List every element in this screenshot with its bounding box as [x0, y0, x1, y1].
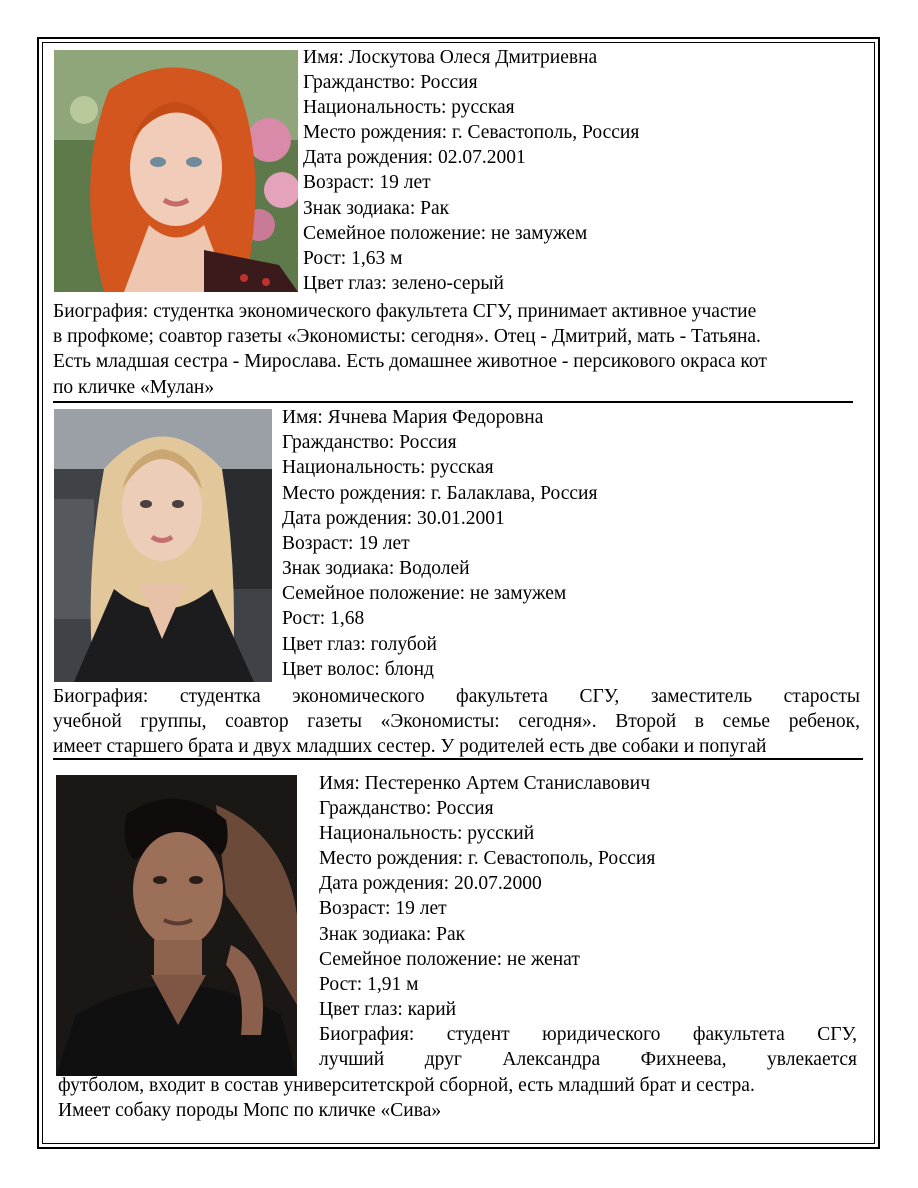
profile-2-bio-line: Биография: студентка экономического факультета СГУ, заместитель старосты	[53, 686, 860, 707]
profile-1-height: Рост: 1,63 м	[303, 248, 403, 269]
profile-3-bio-line: Имеет собаку породы Мопс по кличке «Сива»	[58, 1100, 442, 1122]
profile-2-birthdate: Дата рождения: 30.01.2001	[282, 508, 505, 529]
profile-1-bio-line: по кличке «Мулан»	[53, 376, 215, 398]
profile-3-eyes: Цвет глаз: карий	[319, 999, 457, 1020]
profile-2-marital: Семейное положение: не замужем	[282, 583, 567, 604]
profile-1-name: Имя: Лоскутова Олеся Дмитриевна	[303, 47, 598, 68]
profile-2-age: Возраст: 19 лет	[282, 533, 410, 554]
profile-3-height: Рост: 1,91 м	[319, 974, 419, 995]
profile-1-bio-line: в профкоме; соавтор газеты «Экономисты: сегодня». Отец - Дмитрий, мать - Татьяна.	[53, 326, 761, 348]
profile-3-citizenship: Гражданство: Россия	[319, 798, 494, 819]
profile-1-birthdate: Дата рождения: 02.07.2001	[303, 147, 526, 168]
profile-3-birthplace: Место рождения: г. Севастополь, Россия	[319, 848, 656, 869]
profile-2-height: Рост: 1,68	[282, 608, 365, 629]
profile-1-age: Возраст: 19 лет	[303, 172, 431, 193]
profile-3-name: Имя: Пестеренко Артем Станиславович	[319, 773, 651, 794]
profile-1-marital: Семейное положение: не замужем	[303, 223, 588, 244]
profile-2-bio-line: учебной группы, соавтор газеты «Экономисты: сегодня». Второй в семье ребенок,	[53, 711, 860, 733]
profile-photo-2	[54, 409, 272, 682]
profile-2-biography	[53, 684, 860, 760]
profile-photo-3	[56, 775, 297, 1076]
profile-2-zodiac: Знак зодиака: Водолей	[282, 558, 470, 579]
profile-2-eyes: Цвет глаз: голубой	[282, 634, 437, 655]
profile-1-biography	[53, 299, 859, 400]
section-divider	[53, 758, 863, 760]
profile-1-citizenship: Гражданство: Россия	[303, 72, 478, 93]
profile-2-bio-line: имеет старшего брата и двух младших сестер. У родителей есть две собаки и попугай	[53, 736, 767, 758]
profile-3-birthdate: Дата рождения: 20.07.2000	[319, 873, 542, 894]
profile-2-citizenship: Гражданство: Россия	[282, 432, 457, 453]
profile-2-nationality: Национальность: русская	[282, 457, 494, 478]
profile-2-hair: Цвет волос: блонд	[282, 659, 434, 680]
profile-3-bio-line: футболом, входит в состав университетскрой сборной, есть младший брат и сестра.	[58, 1075, 755, 1096]
profile-3-biography-wrap	[319, 1022, 857, 1072]
profile-3-bio-line: Биография: студент юридического факультета СГУ,	[319, 1024, 857, 1045]
profile-3-marital: Семейное положение: не женат	[319, 949, 580, 970]
profile-photo-1	[54, 50, 298, 292]
profile-1-bio-line: Биография: студентка экономического факультета СГУ, принимает активное участие	[53, 301, 757, 322]
profile-3-biography-rest	[58, 1073, 858, 1123]
profile-2-name: Имя: Ячнева Мария Федоровна	[282, 407, 544, 428]
profile-1-eyes: Цвет глаз: зелено-серый	[303, 273, 504, 294]
profile-1-birthplace: Место рождения: г. Севастополь, Россия	[303, 122, 640, 143]
profile-3-bio-line: лучший друг Александра Фихнеева, увлекается	[319, 1049, 857, 1071]
profile-1-zodiac: Знак зодиака: Рак	[303, 198, 450, 219]
profile-3-zodiac: Знак зодиака: Рак	[319, 924, 466, 945]
profile-1-nationality: Национальность: русская	[303, 97, 515, 118]
profile-3-age: Возраст: 19 лет	[319, 898, 447, 919]
section-divider	[53, 401, 853, 403]
profile-2-birthplace: Место рождения: г. Балаклава, Россия	[282, 483, 598, 504]
profile-3-nationality: Национальность: русский	[319, 823, 535, 844]
profile-1-bio-line: Есть младшая сестра - Мирослава. Есть домашнее животное - персикового окраса кот	[53, 351, 767, 373]
